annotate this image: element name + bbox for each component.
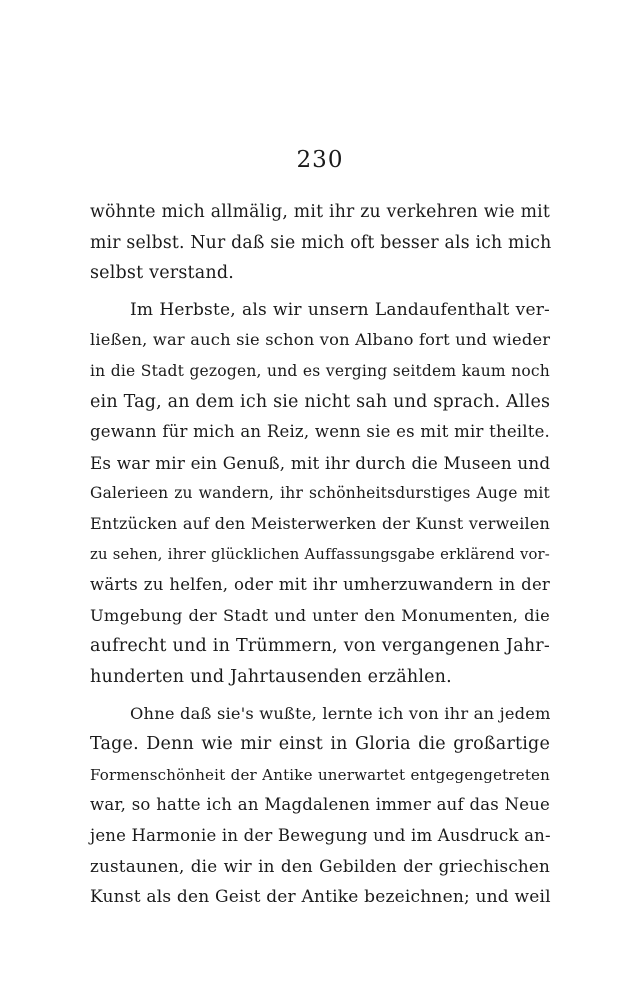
text-line: Galerieen zu wandern, ihr schönheitsdurstiges Auge mit [90, 484, 550, 503]
text-line: zu sehen, ihrer glücklichen Auffassungsgabe erklärend vor- [90, 545, 550, 563]
text-line: Tage. Denn wie mir einst in Gloria die großartige [90, 734, 550, 755]
text-line: Ohne daß sie's wußte, lernte ich von ihr an jedem [130, 703, 551, 723]
text-line: wöhnte mich allmälig, mit ihr zu verkehren wie mit [90, 202, 550, 222]
body-text [90, 197, 550, 913]
text-line: war, so hatte ich an Magdalenen immer auf das Neue [90, 795, 550, 815]
text-line: ein Tag, an dem ich sie nicht sah und sprach. Alles [90, 391, 551, 412]
text-line: Es war mir ein Genuß, mit ihr durch die Museen und [90, 452, 551, 473]
text-line: Im Herbste, als wir unsern Landaufenthalt ver- [130, 299, 550, 320]
text-line: Formenschönheit der Antike unerwartet entgegengetreten [90, 765, 550, 784]
text-line: zustaunen, die wir in den Gebilden der griechischen [90, 856, 550, 877]
page-number: 230 [296, 147, 344, 173]
text-line: aufrecht und in Trümmern, von vergangenen Jahr- [90, 636, 550, 657]
text-line: mir selbst. Nur daß sie mich oft besser als ich mich [90, 232, 552, 253]
text-line: gewann für mich an Reiz, wenn sie es mit mir theilte. [90, 422, 550, 442]
text-line: hunderten und Jahrtausenden erzählen. [90, 666, 452, 687]
text-line: selbst verstand. [90, 263, 235, 284]
text-line: wärts zu helfen, oder mit ihr umherzuwandern in der [90, 575, 550, 595]
text-line: ließen, war auch sie schon von Albano fort und wieder [90, 330, 551, 350]
text-line: Kunst als den Geist der Antike bezeichnen; und weil [90, 887, 551, 908]
text-line: in die Stadt gezogen, und es verging seitdem kaum noch [90, 361, 550, 380]
text-line: Entzücken auf den Meisterwerken der Kunst verweilen [90, 513, 550, 533]
text-line: Umgebung der Stadt und unter den Monumenten, die [90, 605, 550, 625]
text-line: jene Harmonie in der Bewegung und im Ausdruck an- [90, 825, 551, 845]
